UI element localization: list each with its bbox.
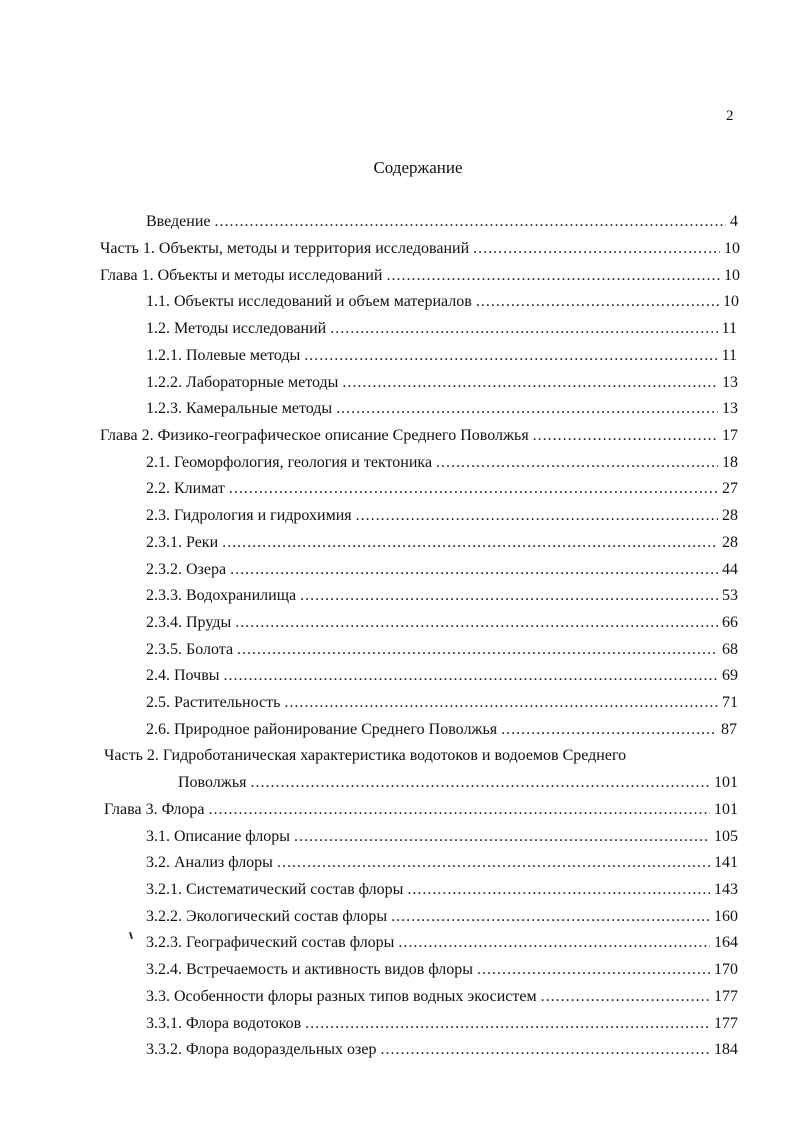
toc-entry-page: 184 bbox=[714, 1041, 738, 1058]
toc-entry-3-1 bbox=[146, 827, 738, 847]
toc-leader-dots bbox=[224, 666, 719, 686]
toc-entry-title: 3.2.1. Систематический состав флоры bbox=[146, 881, 404, 898]
toc-entry-3-2-2 bbox=[146, 907, 738, 927]
toc-entry-3-3 bbox=[146, 987, 738, 1007]
toc-entry-part2 bbox=[178, 773, 738, 793]
toc-entry-title: 3.2. Анализ флоры bbox=[146, 854, 273, 871]
toc-leader-dots bbox=[284, 693, 718, 713]
toc-entry-title: Глава 1. Объекты и методы исследований bbox=[100, 267, 383, 284]
toc-entry-part1 bbox=[100, 239, 740, 259]
toc-entry-1-2-1 bbox=[146, 346, 737, 366]
toc-leader-dots bbox=[476, 292, 719, 312]
toc-entry-chapter2 bbox=[100, 426, 738, 446]
toc-entry-part2-line1: Часть 2. Гидроботаническая характеристика водотоков и водоемов Среднего bbox=[104, 747, 627, 764]
toc-leader-dots bbox=[541, 987, 710, 1007]
toc-entry-2-3-2 bbox=[146, 560, 738, 580]
toc-leader-dots bbox=[436, 453, 718, 473]
toc-leader-dots bbox=[501, 720, 717, 740]
toc-leader-dots bbox=[277, 853, 710, 873]
toc-entry-title: 1.1. Объекты исследований и объем материалов bbox=[146, 293, 472, 310]
toc-entry-page: 13 bbox=[722, 374, 738, 391]
toc-leader-dots bbox=[477, 960, 710, 980]
toc-entry-page: 69 bbox=[722, 667, 738, 684]
toc-leader-dots bbox=[391, 907, 710, 927]
toc-leader-dots bbox=[294, 827, 710, 847]
toc-entry-page: 27 bbox=[722, 480, 738, 497]
toc-entry-title: 2.3.1. Реки bbox=[146, 534, 219, 551]
toc-leader-dots bbox=[342, 373, 718, 393]
toc-leader-dots bbox=[380, 1040, 710, 1060]
toc-entry-page: 177 bbox=[714, 1015, 738, 1032]
toc-entry-title: Поволжья bbox=[178, 774, 247, 791]
toc-leader-dots bbox=[356, 506, 718, 526]
toc-entry-chapter1 bbox=[100, 266, 740, 286]
toc-entry-title: 2.3.5. Болота bbox=[146, 641, 234, 658]
toc-entry-2-3-3 bbox=[146, 586, 738, 606]
toc-leader-dots bbox=[235, 613, 718, 633]
toc-entry-title: 3.3.2. Флора водораздельных озер bbox=[146, 1041, 377, 1058]
toc-leader-dots bbox=[300, 586, 718, 606]
toc-entry-page: 18 bbox=[722, 454, 738, 471]
toc-leader-dots bbox=[237, 640, 718, 660]
toc-entry-page: 177 bbox=[714, 988, 738, 1005]
toc-entry-title: 1.2.3. Камеральные методы bbox=[146, 400, 333, 417]
toc-entry-1-2 bbox=[146, 319, 737, 339]
toc-entry-3-2-4 bbox=[146, 960, 738, 980]
toc-entry-page: 143 bbox=[714, 881, 738, 898]
toc-entry-title: Введение bbox=[146, 213, 211, 230]
toc-entry-title: 2.2. Климат bbox=[146, 480, 225, 497]
toc-entry-2-3-4 bbox=[146, 613, 738, 633]
toc-entry-1-2-2 bbox=[146, 373, 738, 393]
toc-entry-page: 4 bbox=[730, 213, 738, 230]
toc-entry-page: 160 bbox=[714, 908, 738, 925]
toc-entry-title: Часть 1. Объекты, методы и территория исследований bbox=[100, 240, 470, 257]
toc-entry-3-2 bbox=[146, 853, 738, 873]
toc-entry-3-3-2 bbox=[146, 1040, 738, 1060]
toc-leader-dots bbox=[230, 560, 718, 580]
toc-entry-page: 17 bbox=[722, 427, 738, 444]
toc-leader-dots bbox=[229, 479, 718, 499]
toc-entry-page: 170 bbox=[714, 961, 738, 978]
toc-entry-2-3-1 bbox=[146, 533, 738, 553]
toc-entry-page: 53 bbox=[722, 587, 738, 604]
toc-entry-page: 11 bbox=[721, 347, 737, 364]
toc-entry-3-3-1 bbox=[146, 1014, 738, 1034]
toc-entry-2-1 bbox=[146, 453, 738, 473]
toc-leader-dots bbox=[250, 773, 710, 793]
toc-entry-title: 2.6. Природное районирование Среднего Поволжья bbox=[146, 721, 498, 738]
toc-entry-2-5 bbox=[146, 693, 738, 713]
toc-entry-title: 3.2.3. Географический состав флоры bbox=[146, 934, 395, 951]
toc-leader-dots bbox=[222, 533, 718, 553]
toc-entry-title: 2.5. Растительность bbox=[146, 694, 281, 711]
toc-leader-dots bbox=[533, 426, 718, 446]
toc-entry-page: 105 bbox=[714, 828, 738, 845]
toc-entry-2-3 bbox=[146, 506, 738, 526]
toc-entry-intro bbox=[146, 212, 738, 232]
toc-leader-dots bbox=[386, 266, 720, 286]
toc-leader-dots bbox=[330, 319, 717, 339]
toc-entry-page: 11 bbox=[721, 320, 737, 337]
toc-entry-title: 3.2.2. Экологический состав флоры bbox=[146, 908, 388, 925]
toc-entry-title: 3.3.1. Флора водотоков bbox=[146, 1015, 302, 1032]
toc-title: Содержание bbox=[373, 158, 463, 177]
toc-entry-2-4 bbox=[146, 666, 738, 686]
toc-entry-page: 10 bbox=[723, 293, 739, 310]
toc-leader-dots bbox=[398, 933, 710, 953]
toc-entry-page: 164 bbox=[714, 934, 738, 951]
toc-entry-page: 28 bbox=[722, 534, 738, 551]
toc-entry-1-2-3 bbox=[146, 399, 738, 419]
toc-entry-2-2 bbox=[146, 479, 738, 499]
toc-entry-title: 2.3. Гидрология и гидрохимия bbox=[146, 507, 352, 524]
toc-entry-page: 101 bbox=[714, 774, 738, 791]
toc-leader-dots bbox=[215, 212, 727, 232]
toc-entry-1-1 bbox=[146, 292, 739, 312]
toc-entry-title: 2.3.2. Озера bbox=[146, 561, 227, 578]
toc-entry-page: 101 bbox=[714, 801, 738, 818]
toc-entry-2-3-5 bbox=[146, 640, 738, 660]
toc-entry-page: 10 bbox=[724, 240, 740, 257]
toc-entry-2-6 bbox=[146, 720, 737, 740]
toc-entry-page: 28 bbox=[722, 507, 738, 524]
toc-entry-title: 3.3. Особенности флоры разных типов водных экосистем bbox=[146, 988, 537, 1005]
toc-leader-dots bbox=[407, 880, 710, 900]
toc-entry-title: 3.1. Описание флоры bbox=[146, 828, 291, 845]
toc-leader-dots bbox=[305, 1014, 710, 1034]
toc-entry-page: 141 bbox=[714, 854, 738, 871]
toc-entry-page: 13 bbox=[722, 400, 738, 417]
toc-entry-title: Глава 3. Флора bbox=[104, 801, 205, 818]
toc-entry-page: 68 bbox=[722, 641, 738, 658]
toc-entry-page: 66 bbox=[722, 614, 738, 631]
toc-entry-title: 2.1. Геоморфология, геология и тектоника bbox=[146, 454, 433, 471]
toc-leader-dots bbox=[209, 800, 710, 820]
toc-entry-page: 87 bbox=[721, 721, 737, 738]
toc-entry-title: 1.2. Методы исследований bbox=[146, 320, 327, 337]
toc-entry-title: 3.2.4. Встречаемость и активность видов флоры bbox=[146, 961, 474, 978]
toc-entry-page: 10 bbox=[724, 267, 740, 284]
toc-leader-dots bbox=[473, 239, 720, 259]
toc-entry-chapter3 bbox=[104, 800, 738, 820]
toc-entry-3-2-3 bbox=[146, 933, 738, 953]
toc-entry-title: 2.4. Почвы bbox=[146, 667, 220, 684]
toc-leader-dots bbox=[336, 399, 718, 419]
toc-leader-dots bbox=[304, 346, 717, 366]
page-number: 2 bbox=[726, 108, 734, 124]
toc-entry-3-2-1 bbox=[146, 880, 738, 900]
toc-entry-title: 2.3.4. Пруды bbox=[146, 614, 232, 631]
toc-entry-page: 44 bbox=[722, 561, 738, 578]
toc-entry-page: 71 bbox=[722, 694, 738, 711]
toc-entry-title: 1.2.2. Лабораторные методы bbox=[146, 374, 339, 391]
toc-entry-title: 2.3.3. Водохранилища bbox=[146, 587, 297, 604]
toc-entry-title: Глава 2. Физико-географическое описание Среднего Поволжья bbox=[100, 427, 529, 444]
toc-entry-title: 1.2.1. Полевые методы bbox=[146, 347, 301, 364]
